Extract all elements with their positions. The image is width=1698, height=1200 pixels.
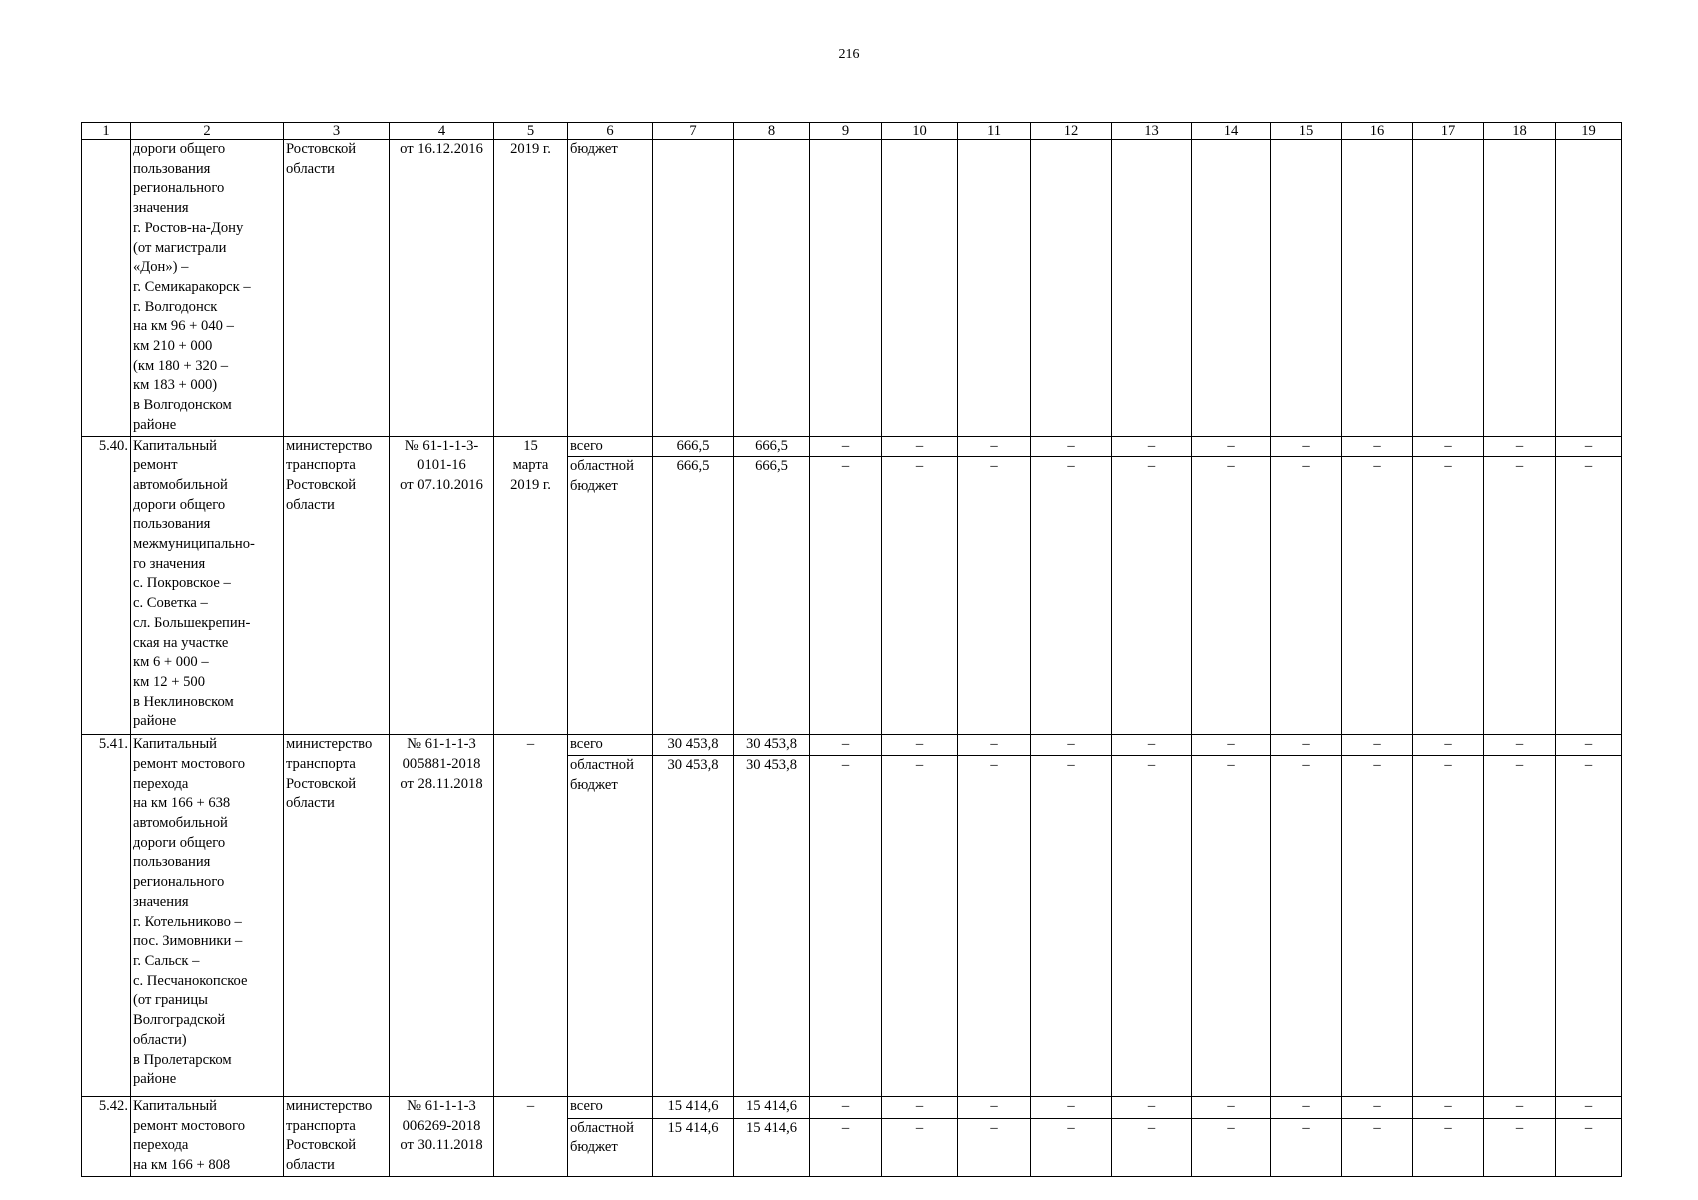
row-number-cell: 5.40. bbox=[82, 436, 131, 735]
dash-cell: – bbox=[1031, 735, 1112, 756]
value-cell: 666,5 bbox=[734, 436, 810, 457]
dash-cell: – bbox=[1342, 457, 1413, 735]
table-row bbox=[82, 1096, 1622, 1118]
funding-source-cell: всего bbox=[568, 735, 653, 756]
dash-cell: – bbox=[1271, 1096, 1342, 1118]
dash-cell: – bbox=[958, 735, 1031, 756]
col-header: 13 bbox=[1112, 123, 1192, 140]
dash-cell: – bbox=[1271, 1118, 1342, 1176]
value-cell: 666,5 bbox=[653, 436, 734, 457]
customer-cell: министерство транспорта Ростовской области bbox=[284, 436, 390, 735]
col-header: 1 bbox=[82, 123, 131, 140]
col-header: 12 bbox=[1031, 123, 1112, 140]
dash-cell: – bbox=[882, 1096, 958, 1118]
dash-cell: – bbox=[882, 1118, 958, 1176]
value-cell bbox=[1342, 140, 1413, 437]
dash-cell: – bbox=[1556, 1096, 1622, 1118]
dash-cell: – bbox=[810, 1096, 882, 1118]
dash-cell: – bbox=[1192, 755, 1271, 1096]
col-header: 2 bbox=[131, 123, 284, 140]
value-cell: 15 414,6 bbox=[734, 1096, 810, 1118]
dash-cell: – bbox=[810, 457, 882, 735]
col-header: 3 bbox=[284, 123, 390, 140]
col-header: 4 bbox=[390, 123, 494, 140]
value-cell bbox=[1271, 140, 1342, 437]
col-header: 14 bbox=[1192, 123, 1271, 140]
value-cell bbox=[1556, 140, 1622, 437]
col-header: 16 bbox=[1342, 123, 1413, 140]
value-cell bbox=[958, 140, 1031, 437]
value-cell bbox=[1192, 140, 1271, 437]
customer-cell: министерство транспорта Ростовской области bbox=[284, 1096, 390, 1176]
value-cell bbox=[810, 140, 882, 437]
dash-cell: – bbox=[1413, 735, 1484, 756]
value-cell: 30 453,8 bbox=[653, 735, 734, 756]
document-cell: № 61-1-1-3 005881-2018 от 28.11.2018 bbox=[390, 735, 494, 1097]
value-cell: 666,5 bbox=[653, 457, 734, 735]
dash-cell: – bbox=[1413, 436, 1484, 457]
dash-cell: – bbox=[1484, 1096, 1556, 1118]
row-number-cell: 5.41. bbox=[82, 735, 131, 1097]
dash-cell: – bbox=[1342, 436, 1413, 457]
value-cell bbox=[1112, 140, 1192, 437]
dash-cell: – bbox=[1112, 1096, 1192, 1118]
document-cell: № 61-1-1-3 006269-2018 от 30.11.2018 bbox=[390, 1096, 494, 1176]
dash-cell: – bbox=[882, 735, 958, 756]
col-header: 15 bbox=[1271, 123, 1342, 140]
dash-cell: – bbox=[1556, 1118, 1622, 1176]
dash-cell: – bbox=[882, 457, 958, 735]
row-number-cell: 5.42. bbox=[82, 1096, 131, 1176]
dash-cell: – bbox=[1484, 436, 1556, 457]
object-name-cell: Капитальный ремонт автомобильной дороги общего пользования межмуниципально- го значения с. Покровское – с. Советка – сл. Большекрепин- ская на участке км 6 + 000 – км 12 + 500 в Неклиновском районе bbox=[131, 436, 284, 735]
object-name-cell: дороги общего пользования регионального значения г. Ростов-на-Дону (от магистрали «Дон») – г. Семикаракорск – г. Волгодонск на км 96 + 040 – км 210 + 000 (км 180 + 320 – км 183 + 000) в Волгодонском районе bbox=[131, 140, 284, 437]
dash-cell: – bbox=[810, 436, 882, 457]
dash-cell: – bbox=[1413, 1118, 1484, 1176]
dash-cell: – bbox=[1413, 755, 1484, 1096]
document-cell: № 61-1-1-3- 0101-16 от 07.10.2016 bbox=[390, 436, 494, 735]
dash-cell: – bbox=[1413, 457, 1484, 735]
dash-cell: – bbox=[1192, 1096, 1271, 1118]
funding-source-cell: бюджет bbox=[568, 140, 653, 437]
col-header: 10 bbox=[882, 123, 958, 140]
dash-cell: – bbox=[882, 755, 958, 1096]
table-row-continuation bbox=[82, 140, 1622, 437]
table-row bbox=[82, 436, 1622, 457]
dash-cell: – bbox=[1031, 1118, 1112, 1176]
col-header: 19 bbox=[1556, 123, 1622, 140]
value-cell bbox=[1484, 140, 1556, 437]
dash-cell: – bbox=[1192, 457, 1271, 735]
dash-cell: – bbox=[1484, 755, 1556, 1096]
dash-cell: – bbox=[1031, 1096, 1112, 1118]
dash-cell: – bbox=[1112, 1118, 1192, 1176]
dash-cell: – bbox=[958, 457, 1031, 735]
dash-cell: – bbox=[1556, 755, 1622, 1096]
document-cell: от 16.12.2016 bbox=[390, 140, 494, 437]
funding-source-cell: областной бюджет bbox=[568, 1118, 653, 1176]
customer-cell: Ростовской области bbox=[284, 140, 390, 437]
value-cell: 15 414,6 bbox=[653, 1096, 734, 1118]
value-cell bbox=[1413, 140, 1484, 437]
customer-cell: министерство транспорта Ростовской области bbox=[284, 735, 390, 1097]
dash-cell: – bbox=[1342, 1096, 1413, 1118]
dash-cell: – bbox=[1112, 735, 1192, 756]
dash-cell: – bbox=[810, 1118, 882, 1176]
dash-cell: – bbox=[1192, 735, 1271, 756]
dash-cell: – bbox=[1342, 1118, 1413, 1176]
col-header: 6 bbox=[568, 123, 653, 140]
col-header: 7 bbox=[653, 123, 734, 140]
dash-cell: – bbox=[1342, 755, 1413, 1096]
value-cell bbox=[882, 140, 958, 437]
deadline-cell: – bbox=[494, 735, 568, 1097]
dash-cell: – bbox=[1031, 436, 1112, 457]
dash-cell: – bbox=[1112, 457, 1192, 735]
dash-cell: – bbox=[1112, 755, 1192, 1096]
funding-source-cell: областной бюджет bbox=[568, 755, 653, 1096]
deadline-cell: 15 марта 2019 г. bbox=[494, 436, 568, 735]
object-name-cell: Капитальный ремонт мостового перехода на км 166 + 638 автомобильной дороги общего пользования регионального значения г. Котельниково – пос. Зимовники – г. Сальск – с. Песчанокопское (от границы Волгоградской области) в Пролетарском районе bbox=[131, 735, 284, 1097]
dash-cell: – bbox=[810, 735, 882, 756]
dash-cell: – bbox=[1342, 735, 1413, 756]
value-cell: 15 414,6 bbox=[734, 1118, 810, 1176]
value-cell bbox=[1031, 140, 1112, 437]
dash-cell: – bbox=[882, 436, 958, 457]
dash-cell: – bbox=[1413, 1096, 1484, 1118]
dash-cell: – bbox=[1271, 735, 1342, 756]
dash-cell: – bbox=[1031, 755, 1112, 1096]
row-number-cell bbox=[82, 140, 131, 437]
funding-source-cell: областной бюджет bbox=[568, 457, 653, 735]
deadline-cell: 2019 г. bbox=[494, 140, 568, 437]
program-table bbox=[81, 122, 1622, 1177]
dash-cell: – bbox=[1192, 1118, 1271, 1176]
table-row bbox=[82, 735, 1622, 756]
col-header: 18 bbox=[1484, 123, 1556, 140]
value-cell: 666,5 bbox=[734, 457, 810, 735]
dash-cell: – bbox=[958, 755, 1031, 1096]
dash-cell: – bbox=[1271, 755, 1342, 1096]
object-name-cell: Капитальный ремонт мостового перехода на км 166 + 808 bbox=[131, 1096, 284, 1176]
col-header: 11 bbox=[958, 123, 1031, 140]
dash-cell: – bbox=[958, 436, 1031, 457]
dash-cell: – bbox=[1556, 457, 1622, 735]
dash-cell: – bbox=[1271, 436, 1342, 457]
dash-cell: – bbox=[1484, 457, 1556, 735]
dash-cell: – bbox=[1271, 457, 1342, 735]
dash-cell: – bbox=[958, 1118, 1031, 1176]
dash-cell: – bbox=[1556, 735, 1622, 756]
col-header: 17 bbox=[1413, 123, 1484, 140]
value-cell bbox=[653, 140, 734, 437]
col-header: 9 bbox=[810, 123, 882, 140]
value-cell: 30 453,8 bbox=[734, 755, 810, 1096]
dash-cell: – bbox=[958, 1096, 1031, 1118]
funding-source-cell: всего bbox=[568, 1096, 653, 1118]
dash-cell: – bbox=[1484, 735, 1556, 756]
dash-cell: – bbox=[1031, 457, 1112, 735]
value-cell: 15 414,6 bbox=[653, 1118, 734, 1176]
funding-source-cell: всего bbox=[568, 436, 653, 457]
col-header: 8 bbox=[734, 123, 810, 140]
dash-cell: – bbox=[1112, 436, 1192, 457]
dash-cell: – bbox=[1192, 436, 1271, 457]
dash-cell: – bbox=[810, 755, 882, 1096]
deadline-cell: – bbox=[494, 1096, 568, 1176]
page-number: 216 bbox=[838, 47, 860, 62]
column-number-row bbox=[82, 123, 1622, 140]
value-cell: 30 453,8 bbox=[734, 735, 810, 756]
value-cell bbox=[734, 140, 810, 437]
value-cell: 30 453,8 bbox=[653, 755, 734, 1096]
dash-cell: – bbox=[1484, 1118, 1556, 1176]
dash-cell: – bbox=[1556, 436, 1622, 457]
col-header: 5 bbox=[494, 123, 568, 140]
